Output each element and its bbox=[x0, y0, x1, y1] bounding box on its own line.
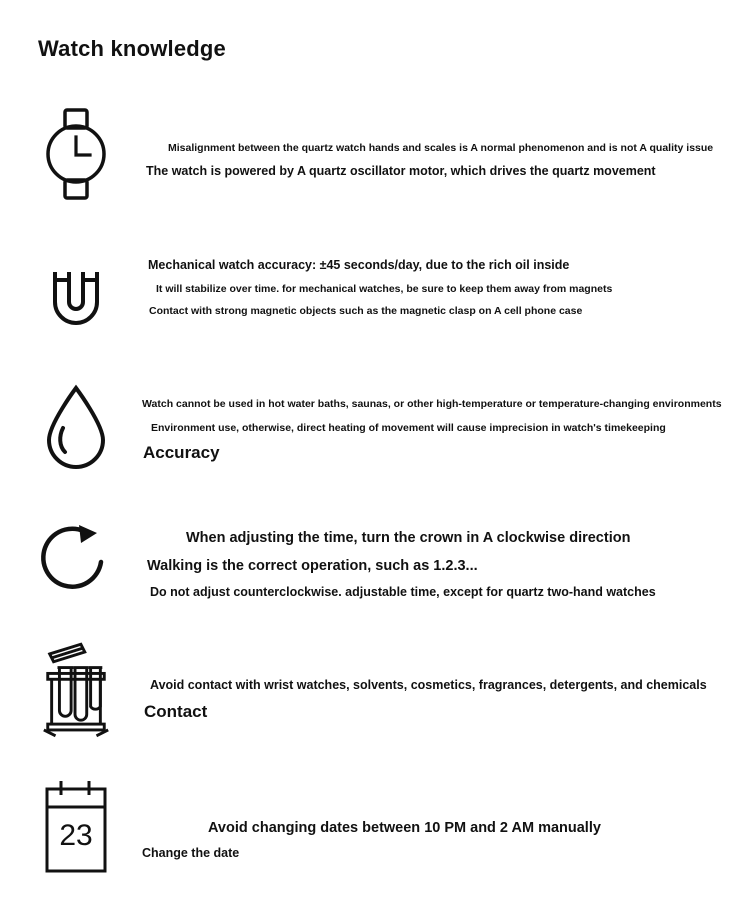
calendar-day: 23 bbox=[59, 819, 93, 852]
text-line: It will stabilize over time. for mechanical watches, be sure to keep them away from magnets bbox=[156, 283, 613, 295]
text-heading: Accuracy bbox=[143, 443, 220, 462]
section-magnet-text bbox=[120, 258, 740, 317]
section-crown-text bbox=[120, 530, 740, 599]
section-water-text bbox=[118, 398, 738, 463]
text-line: Contact with strong magnetic objects such as the magnetic clasp on A cell phone case bbox=[149, 305, 583, 317]
text-line: Do not adjust counterclockwise. adjustable time, except for quartz two-hand watches bbox=[150, 585, 656, 599]
section-quartz bbox=[0, 104, 750, 214]
section-magnet bbox=[0, 248, 750, 354]
text-line: Change the date bbox=[142, 846, 240, 860]
page-title: Watch knowledge bbox=[38, 36, 226, 61]
section-water bbox=[0, 376, 750, 486]
section-date-text bbox=[120, 820, 740, 860]
text-line: Misalignment between the quartz watch hands and scales is A normal phenomenon and is not A quality issue bbox=[168, 142, 714, 154]
text-line: Avoid contact with wrist watches, solvents, cosmetics, fragrances, detergents, and chemicals bbox=[150, 678, 707, 692]
text-line: When adjusting the time, turn the crown in A clockwise direction bbox=[186, 530, 631, 546]
test-tube-rack-icon bbox=[38, 640, 114, 740]
text-line: Avoid changing dates between 10 PM and 2 AM manually bbox=[208, 820, 601, 836]
section-chemicals bbox=[0, 640, 750, 755]
magnet-icon bbox=[38, 248, 114, 348]
section-crown bbox=[0, 512, 750, 622]
wrist-watch-icon bbox=[38, 104, 114, 204]
text-line: Mechanical watch accuracy: ±45 seconds/day, due to the rich oil inside bbox=[148, 258, 570, 272]
text-heading: Contact bbox=[144, 702, 208, 721]
calendar-icon bbox=[38, 780, 114, 880]
section-date bbox=[0, 780, 750, 895]
text-line: Environment use, otherwise, direct heating of movement will cause imprecision in watch's timekeeping bbox=[151, 422, 666, 434]
section-chemicals-text bbox=[120, 678, 740, 722]
text-line: Walking is the correct operation, such as 1.2.3... bbox=[147, 558, 478, 574]
section-quartz-text bbox=[120, 142, 740, 178]
water-drop-icon bbox=[38, 376, 114, 476]
clockwise-arrow-icon bbox=[38, 512, 114, 612]
text-line: Watch cannot be used in hot water baths, saunas, or other high-temperature or temperature-changing environments bbox=[142, 398, 722, 410]
text-line: The watch is powered by A quartz oscillator motor, which drives the quartz movement bbox=[146, 164, 656, 178]
